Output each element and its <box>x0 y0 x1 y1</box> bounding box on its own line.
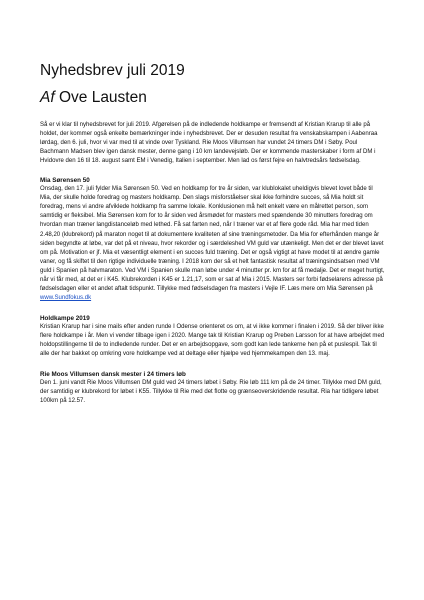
section-holdkampe <box>40 314 385 359</box>
author-prefix: Af <box>40 89 55 106</box>
section-rie-moos-villumsen <box>40 370 385 406</box>
sundfokus-link[interactable]: www.Sundfokus.dk <box>40 294 92 301</box>
author-line <box>40 89 385 107</box>
section-heading: Rie Moos Villumsen dansk mester i 24 timers løb <box>40 371 186 379</box>
section-mia-sorensen <box>40 176 385 303</box>
section-body: Den 1. juni vandt Rie Moos Villumsen DM guld ved 24 timers løbet i Søby. Rie løb 111 km på de 24 timer. Tillykke med DM guld, der samtidig er klubrekord for løbet i K55. Tillykke til Rie med det flotte og grænseoverskridende resultat. Ria har tidligere løbet 100km på 12.57. <box>40 380 382 405</box>
author-name: Ove Lausten <box>54 89 147 106</box>
newsletter-page <box>40 62 385 417</box>
newsletter-title: Nyhedsbrev juli 2019 <box>40 62 185 79</box>
section-heading: Holdkampe 2019 <box>40 314 90 322</box>
intro-paragraph: Så er vi klar til nyhedsbrevet for juli 2019. Afgørelsen på de indledende holdkampe er fremsendt af Kristian Krarup til alle på holdet, der kommer også enkelte bemærkninger inde i nyhedsbrevet. Der er desuden resultat fra venskabskampen i Aabenraa lørdag, den 6. juli, hvor vi var med til at vinde over Tyskland. Rie Moos Villumsen har vundet 24 timers DM i Søby. Poul Bachmann Madsen blev igen dansk mester, denne gang i 10 km landevejsløb. Der er kommende masterskaber i form af DM i Hvidovre den 16 til 18. august samt EM i Venedig, Italien i september. Men lad os først fejre en halvtredsårs fødselsdag. <box>40 122 378 165</box>
section-body-text: Onsdag, den 17. juli fylder Mia Sørensen 50. Ved en holdkamp for tre år siden, var klublokalet uheldigvis blevet lovet både til Mia, der skulle holde foredrag og masters holdkamp. Den slags misforståelser skal ikke forhindre succes, så Mia holdt sit foredrag, mens vi andre afviklede holdkamp fra samme lokale. Konklusionen må helt enkelt være en målrettet person, som samtidig er fleksibel. Mia Sørensen kom for to år siden ved årsmødet for masters med spændende 30 minutters foredrag om hvordan man træner langdistanceløb med lethed. Få sat farten ned, når I træner var et af flere gode råd. Mia har med tiden 2.48,20 (klubrekord) på maraton noget til at dokumentere kvaliteten af sine træningsmetoder. Da Mia for efterhånden mange år siden begyndte at løbe, var det på et niveau, hvor rekorder og i særdeleshed VM guld var utænkeligt. Men det er der blevet lavet om på. Motivation er jf. Mia et væsentligt element i en succes fuld træning. Det er også vigtigt at have modet til at ændre gamle vaner, og få skiftet til den rigtige individuelle træning. I 2018 kom der så et helt fantastisk resultat af træningsindsatsen med VM guld i Spanien på halvmaraton. Ved VM i Spanien skulle man løbe under 4 minutter pr. km for at få medalje. Det er meget hurtigt, når vi får med, at det er i K45. Klubrekorden i K45 er 1.21,17, som er sat af Mia i 2015. Masters ser forbi fødselarens adresse på fødselsdagen eller et andet aftalt tidspunkt. Tillykke med fødselsdagen fra masters i Vejle IF. Læs mere om Mia Sørensen på <box>40 186 385 292</box>
section-heading: Mia Sørensen 50 <box>40 177 90 185</box>
section-body: Kristian Krarup har i sine mails efter anden runde I Odense orienteret os om, at vi ikke kommer i finalen i 2019. Så der bliver ikke flere holdkampe i år. Men vi vender tilbage igen i 2020. Mange tak til Kristian Krarup og Preben Larsson for at have arbejdet med holdopstillingerne til de to indledende runder. Det er en arbejdsopgave, som godt kan lede tankerne hen på et puslespil. Tak til alle der har bakket op omkring vore holdkampe ved at deltage eller hjælpe ved hjemmekampen den 13. maj. <box>40 323 385 358</box>
section-body <box>40 185 385 303</box>
